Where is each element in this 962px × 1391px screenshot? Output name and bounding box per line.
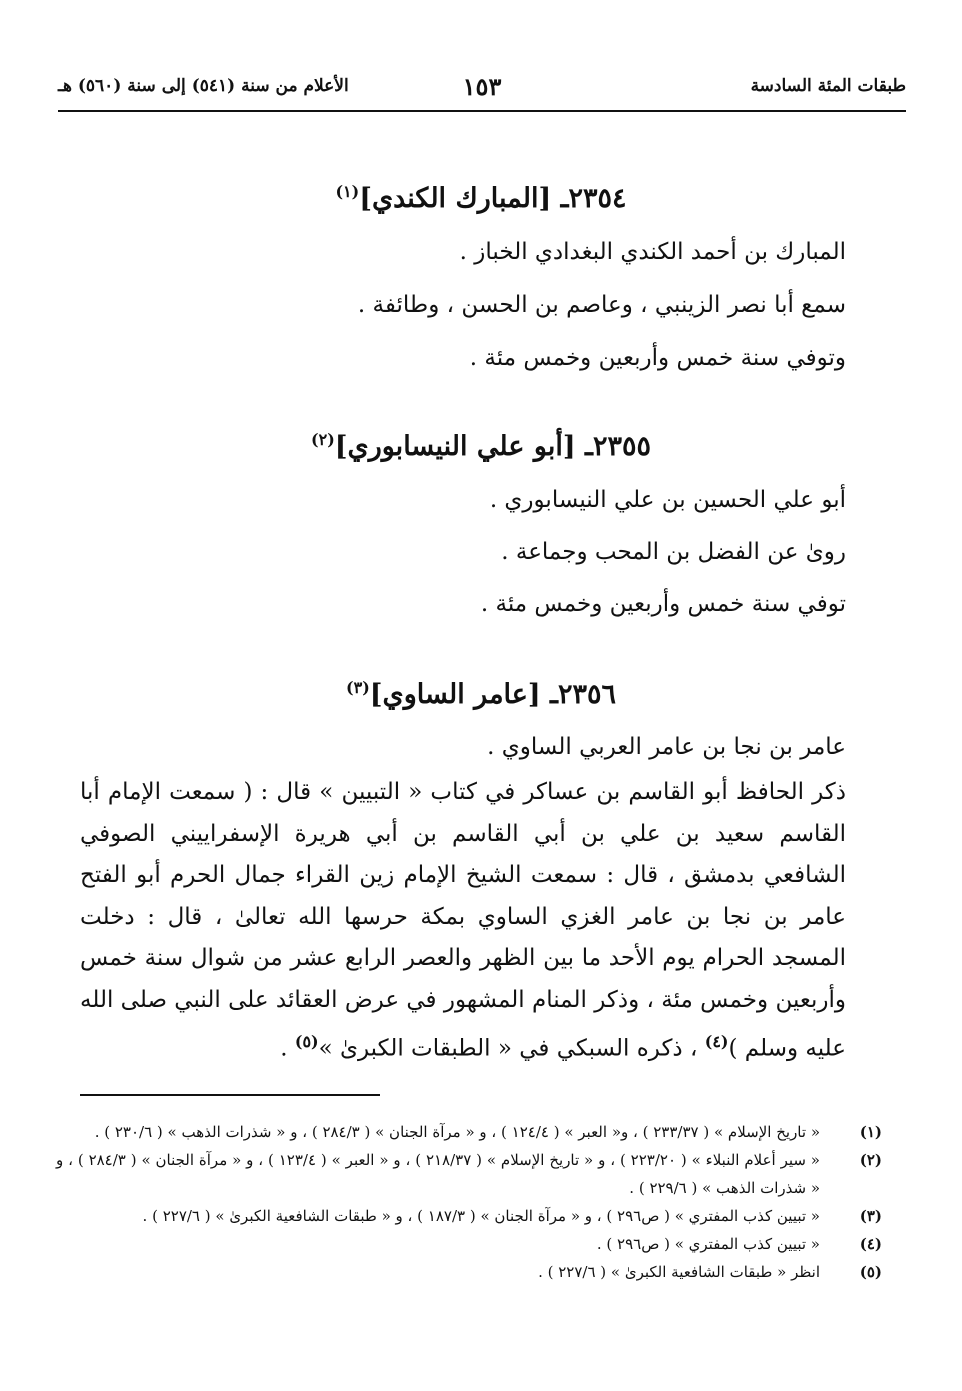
paragraph-text: ذكر الحافظ أبو القاسم بن عساكر في كتاب « التبيين » قال : ( سمعت الإمام أبا القاسم سعيد بن علي بن أبي القاسم بن أبي هريرة الإسفراييني الصوفي الشافعي بدمشق ، قال : سمعت الشيخ الإمام زين القراء جمال الحرم أبو الفتح عامر بن نجا بن عامر الغزي الساوي بمكة حرسها الله تعالىٰ ، قال : دخلت المسجد الحرام يوم الأحد ما بين الظهر والعصر الرابع عشر من شوال سنة خمس وأربعين وخمس مئة ، وذكر المنام المشهور في عرض العقائد على النبي صلى الله عليه وسلم ): [80, 779, 846, 1062]
footnote-ref[interactable]: (٣): [346, 678, 370, 697]
footnote-item: [56, 1146, 882, 1202]
running-header: [58, 72, 906, 106]
entry-title-2356: [0, 668, 962, 715]
footnote-number: (٣): [859, 1207, 882, 1225]
footnote-text: « تاريخ الإسلام » ( ٢٣٣/٣٧ ) ، و« العبر » ( ١٢٤/٤ ) ، و « مرآة الجنان » ( ٢٨٤/٣ ) ، و « شذرات الذهب » ( ٢٣٠/٦ ) .: [94, 1123, 820, 1141]
paragraph-text: .: [280, 1035, 295, 1062]
footnote-ref[interactable]: (٥): [294, 1032, 319, 1051]
footnote-divider: [80, 1094, 380, 1096]
footnote-number: (٥): [859, 1263, 882, 1281]
footnote-ref[interactable]: (٤): [704, 1032, 729, 1051]
entry-line: توفي سنة خمس وأربعين وخمس مئة .: [480, 591, 846, 617]
header-divider: [58, 110, 906, 112]
footnotes: [56, 1118, 882, 1286]
paragraph-text: ، ذكره السبكي في « الطبقات الكبرىٰ »: [318, 1035, 705, 1062]
entry-line: سمع أبا نصر الزينبي ، وعاصم بن الحسن ، وطائفة .: [357, 292, 846, 318]
footnote-text: انظر « طبقات الشافعية الكبرىٰ » ( ٢٢٧/٦ ) .: [538, 1263, 820, 1281]
entry-line: وتوفي سنة خمس وأربعين وخمس مئة .: [469, 345, 846, 371]
entry-title-2354: [0, 172, 962, 219]
entry-heading: ٢٣٥٥ـ [أبو علي النيسابوري]: [334, 431, 651, 462]
entry-line: أبو علي الحسين بن علي النيسابوري .: [489, 487, 846, 513]
entry-line: المبارك بن أحمد الكندي البغدادي الخباز .: [459, 239, 846, 265]
entry-heading: ٢٣٥٦ـ [عامر الساوي]: [369, 679, 616, 710]
footnote-text: « تبيين كذب المفتري » ( ص٢٩٦ ) ، و « مرآة الجنان » ( ١٨٧/٣ ) ، و « طبقات الشافعية الكبرىٰ » ( ٢٢٧/٦ ) .: [142, 1207, 820, 1225]
footnote-item: [56, 1202, 882, 1230]
footnote-ref[interactable]: (١): [335, 182, 360, 201]
footnote-item: [56, 1230, 882, 1258]
footnote-number: (١): [859, 1123, 882, 1141]
footnote-number: (٢): [859, 1151, 882, 1169]
footnote-item: [56, 1258, 882, 1286]
footnote-text: « سير أعلام النبلاء » ( ٢٢٣/٢٠ ) ، و « تاريخ الإسلام » ( ٢١٨/٣٧ ) ، و « العبر » ( ١٢٣/٤ ) ، و « مرآة الجنان » ( ٢٨٤/٣ ) ، و « شذرات الذهب » ( ٢٢٩/٦ ) .: [56, 1151, 820, 1197]
entry-heading: ٢٣٥٤ـ [المبارك الكندي]: [359, 183, 627, 214]
entry-paragraph: [80, 772, 846, 1070]
footnote-ref[interactable]: (٢): [311, 430, 335, 449]
page-number: ١٥٣: [462, 72, 502, 101]
footnote-text: « تبيين كذب المفتري » ( ص٢٩٦ ) .: [596, 1235, 820, 1253]
footnote-item: [56, 1118, 882, 1146]
volume-range: الأعلام من سنة (٥٤١) إلى سنة (٥٦٠) هـ: [58, 76, 349, 96]
section-title: طبقات المئة السادسة: [750, 76, 906, 96]
entry-title-2355: [0, 420, 962, 467]
footnote-number: (٤): [859, 1235, 882, 1253]
entry-line: عامر بن نجا بن عامر العربي الساوي .: [487, 734, 846, 760]
entry-line: روىٰ عن الفضل بن المحب وجماعة .: [501, 539, 846, 565]
